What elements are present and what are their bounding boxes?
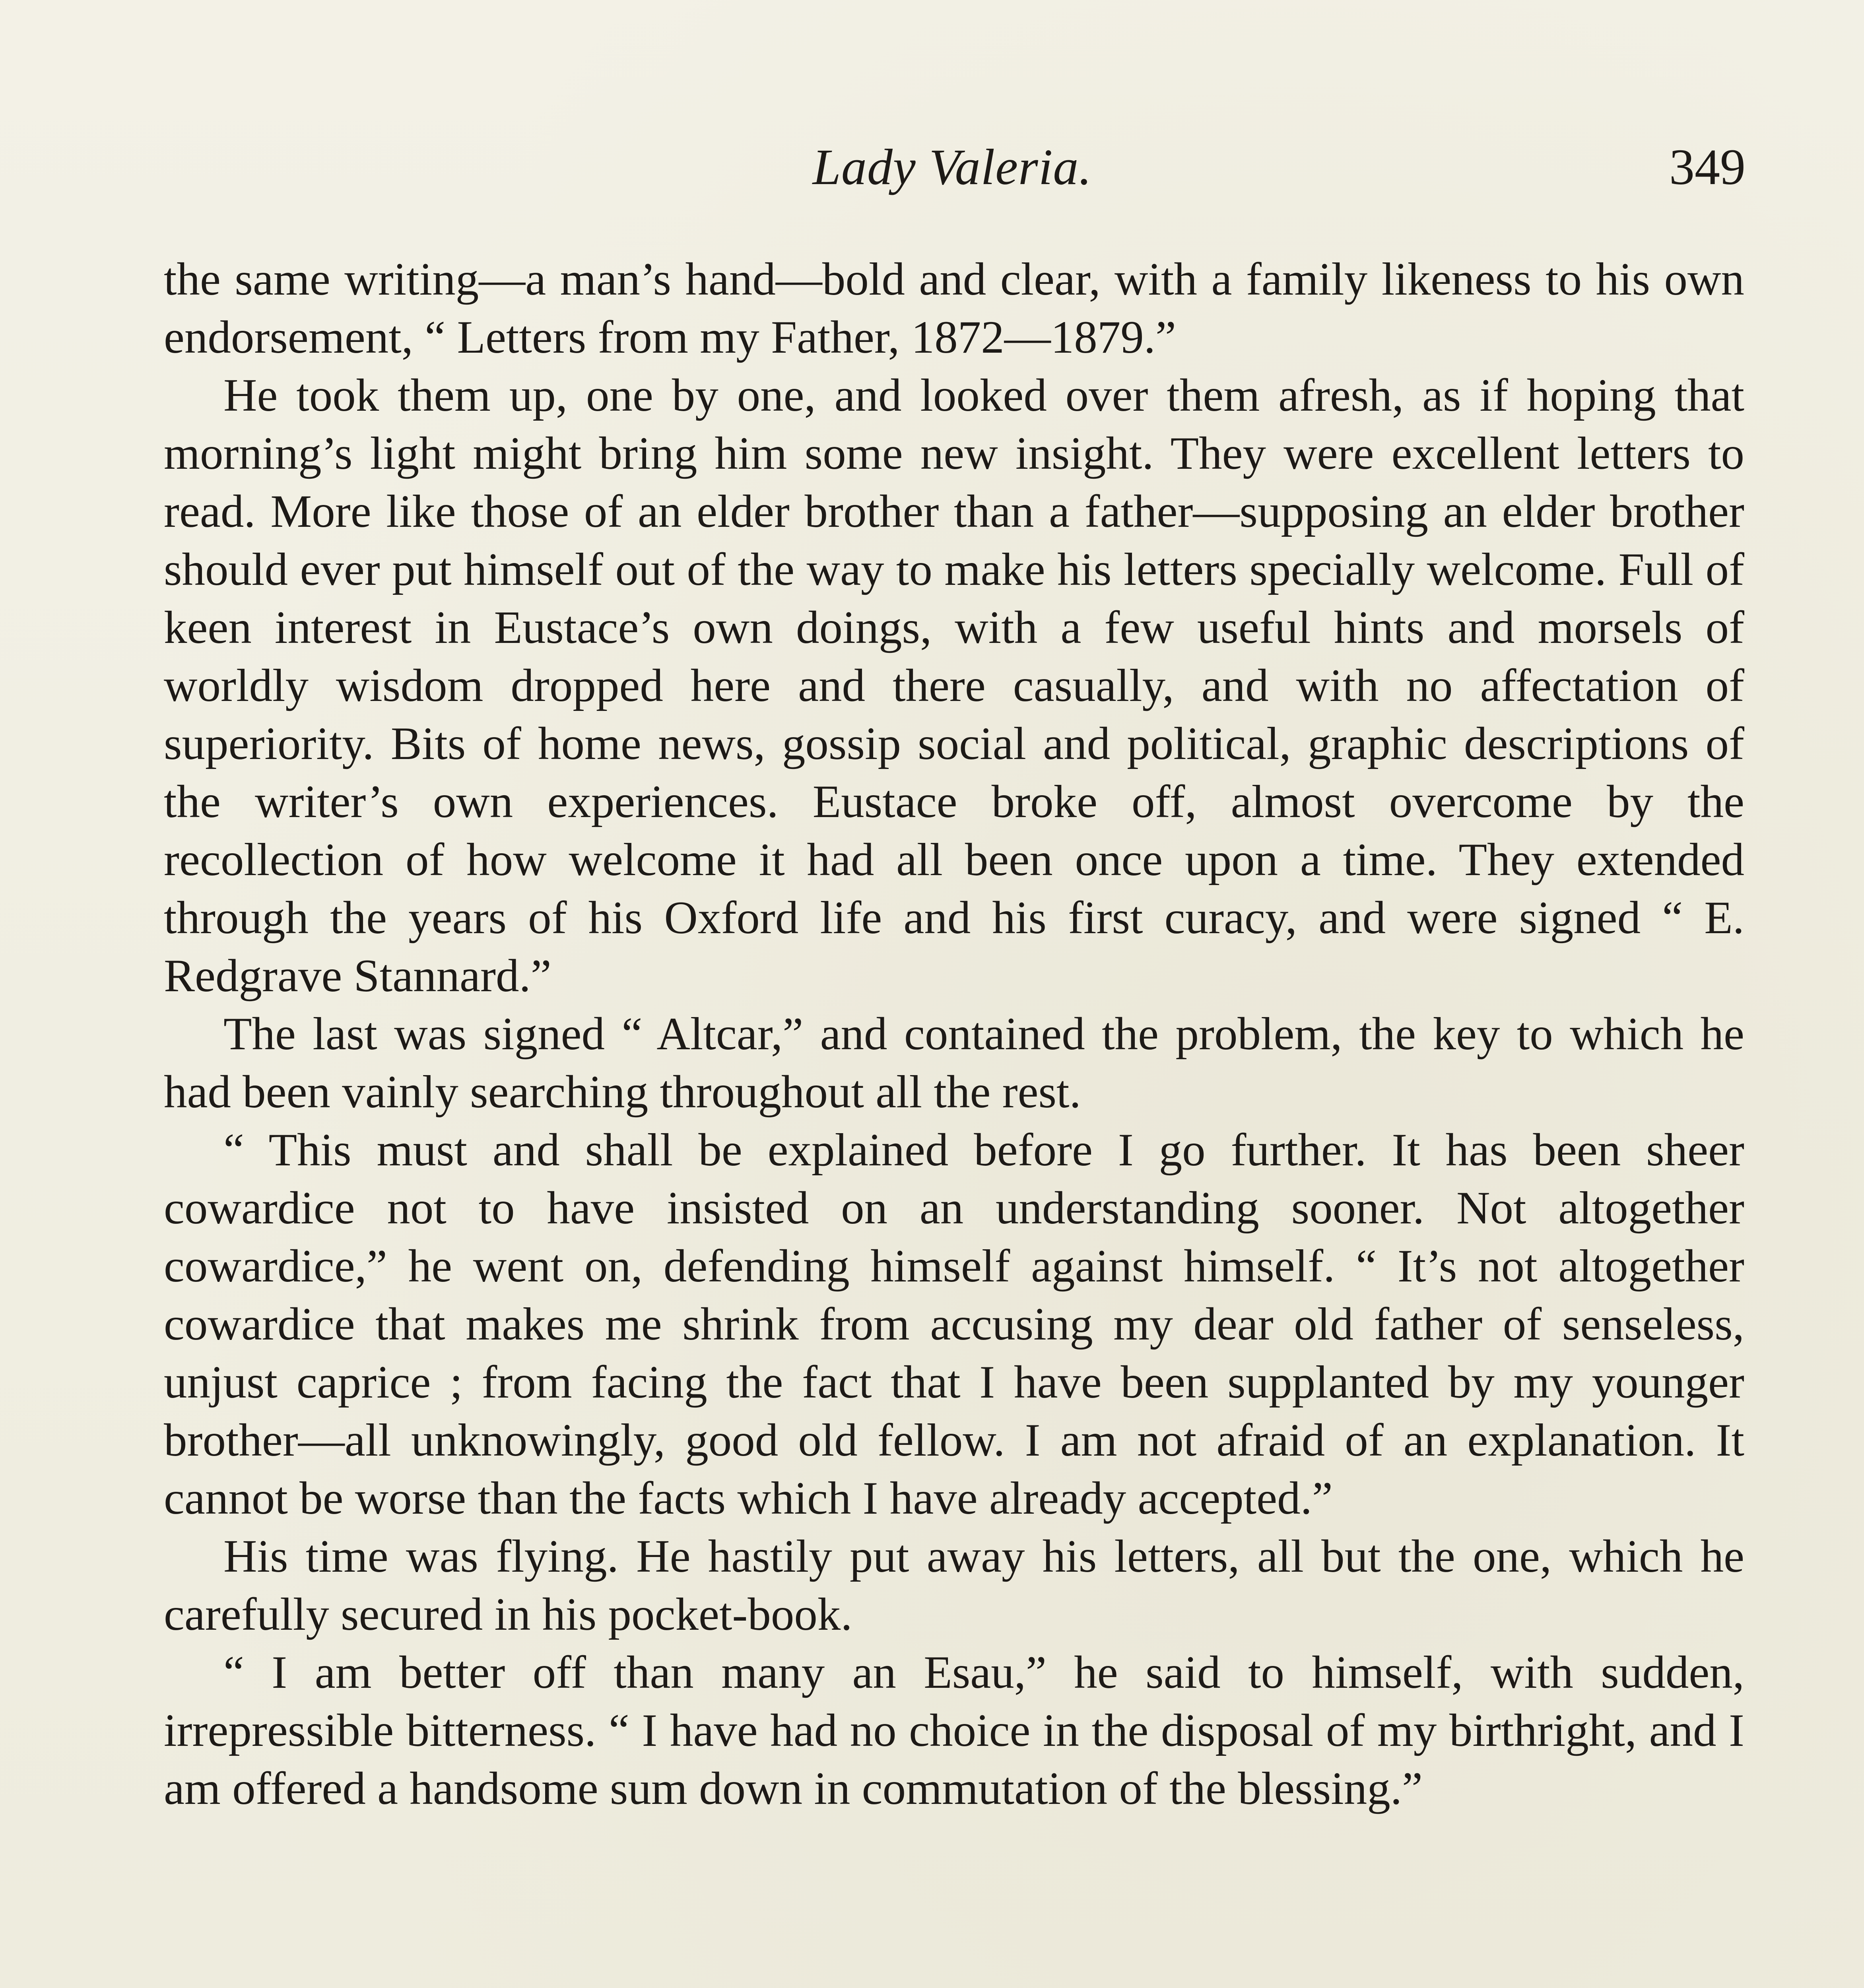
paragraph-4: “ This must and shall be explained before I go further. It has been sheer cowardice not to have insisted on an understanding sooner. Not altogether cowardice,” he went on, defending himself against himself. “ It’s not altogether cowardice that makes me shrink from accusing my dear old father of senseless, unjust caprice ; from facing the fact that I have been supplanted by my younger brother—all unknowingly, good old fellow. I am not afraid of an explanation. It cannot be worse than the facts which I have already accepted.” (164, 1124, 1744, 1524)
body-text (164, 250, 1744, 1818)
paragraph-5: His time was flying. He hastily put away his letters, all but the one, which he carefully secured in his pocket-book. (164, 1531, 1744, 1640)
page-number: 349 (1669, 139, 1746, 195)
running-title: Lady Valeria. (812, 139, 1092, 195)
paragraph-6: “ I am better off than many an Esau,” he said to himself, with sudden, irrepressible bitterness. “ I have had no choice in the disposal of my birthright, and I am offered a handsome sum down in commutation of the blessing.” (164, 1647, 1744, 1814)
paragraph-1: the same writing—a man’s hand—bold and clear, with a family likeness to his own endorsement, “ Letters from my Father, 1872—1879.” (164, 254, 1744, 363)
page-header (159, 135, 1746, 199)
paragraph-2: He took them up, one by one, and looked over them afresh, as if hoping that morning’s light might bring him some new insight. They were excellent letters to read. More like those of an elder brother than a father—supposing an elder brother should ever put himself out of the way to make his letters specially welcome. Full of keen interest in Eustace’s own doings, with a few useful hints and morsels of worldly wisdom dropped here and there casually, and with no affectation of superiority. Bits of home news, gossip social and political, graphic descriptions of the writer’s own experiences. Eustace broke off, almost overcome by the recollection of how welcome it had all been once upon a time. They extended through the years of his Oxford life and his first curacy, and were signed “ E. Redgrave Stannard.” (164, 370, 1744, 1002)
paragraph-3: The last was signed “ Altcar,” and contained the problem, the key to which he had been vainly searching throughout all the rest. (164, 1008, 1744, 1118)
